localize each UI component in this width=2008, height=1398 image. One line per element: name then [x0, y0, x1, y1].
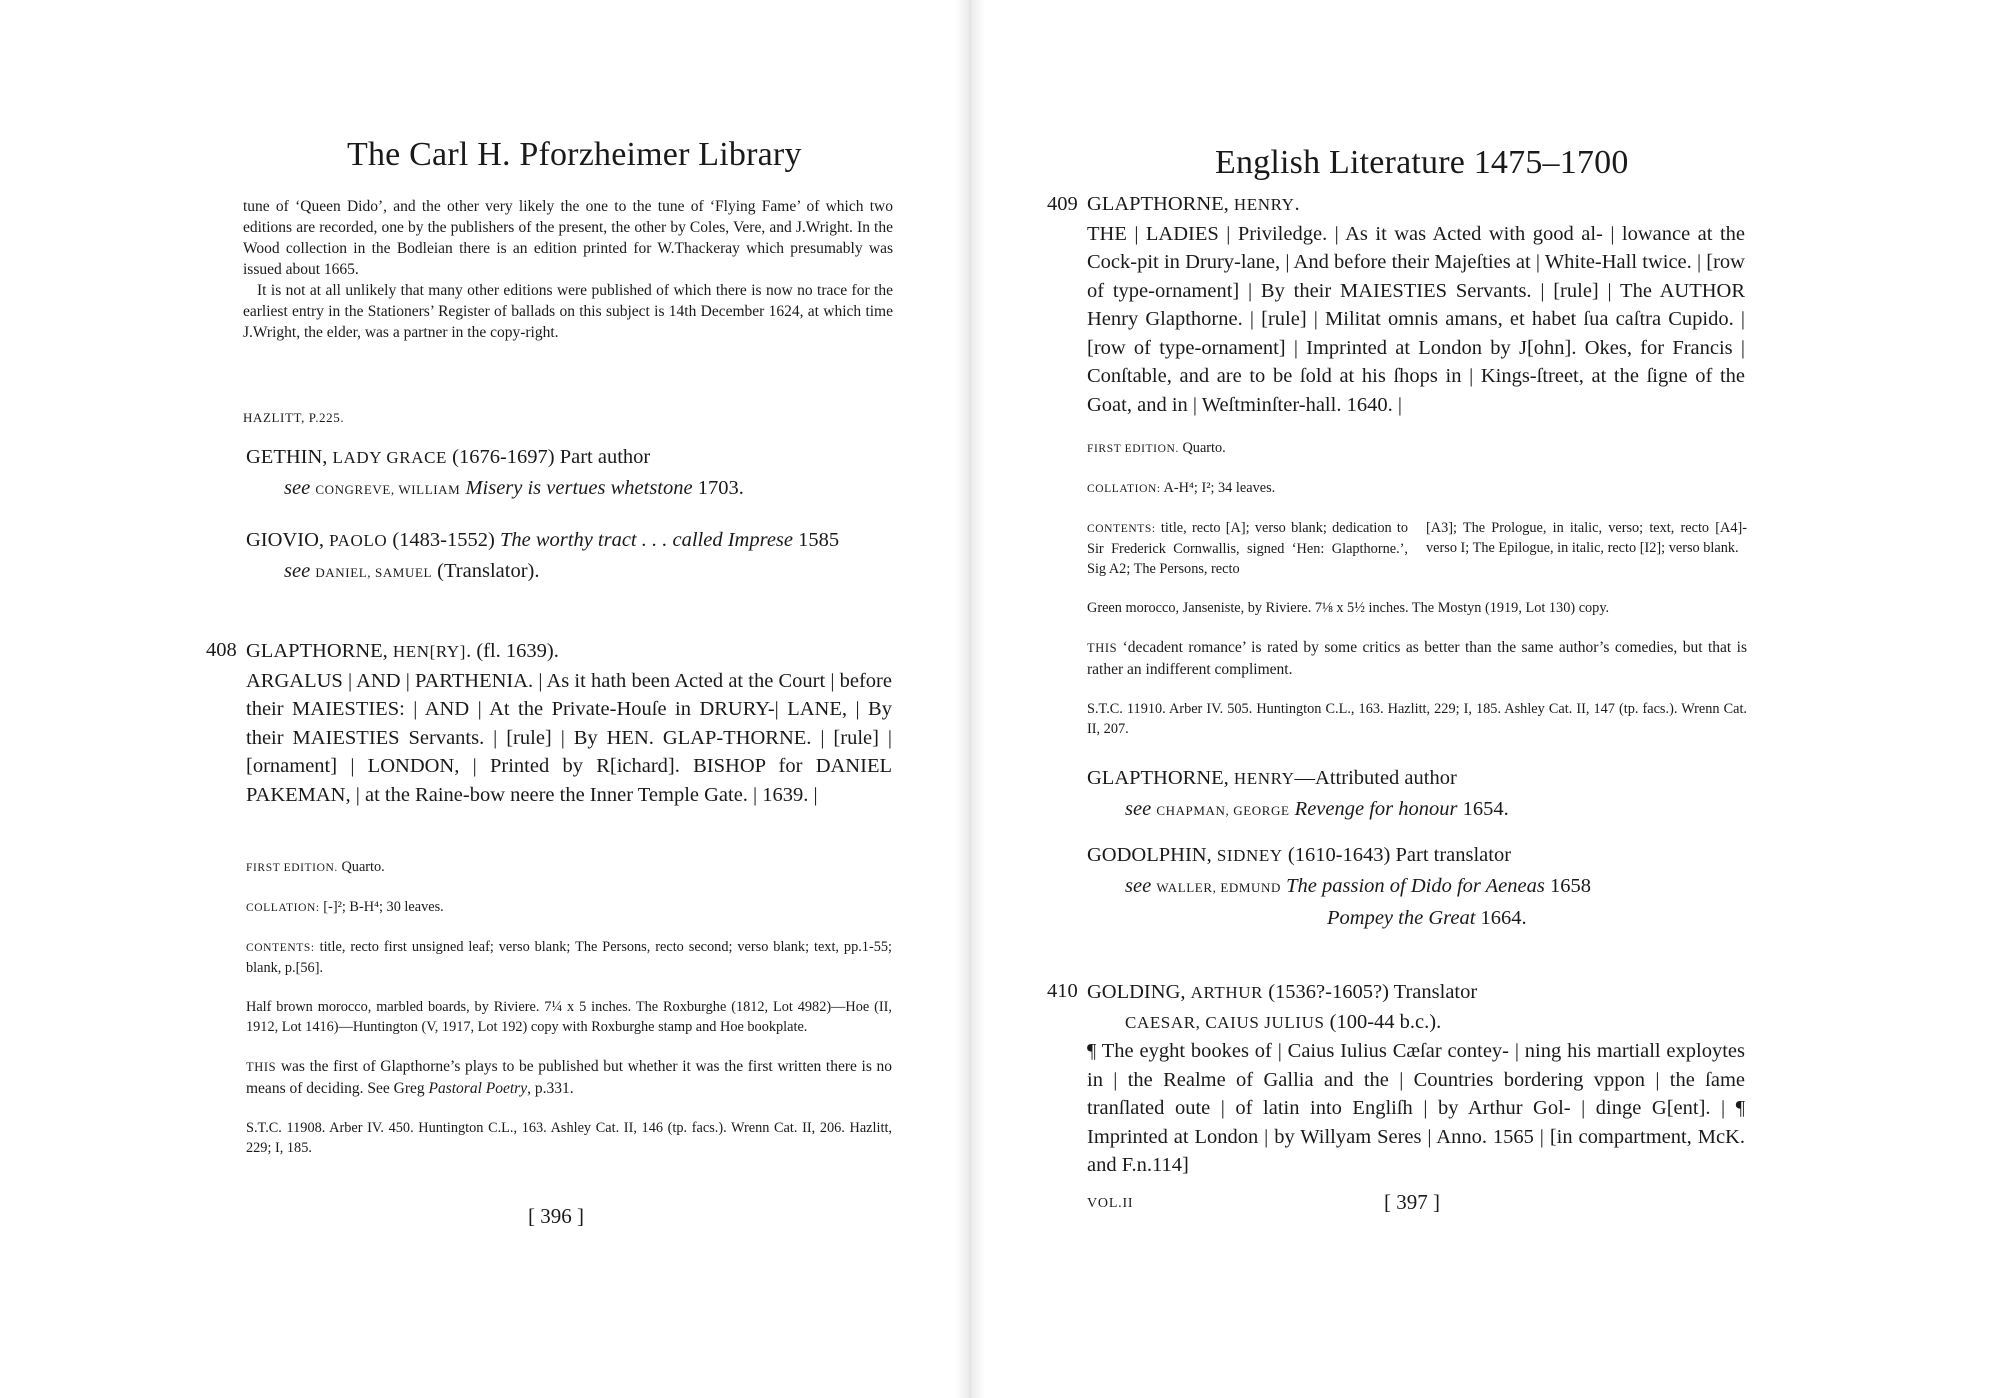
glapthorne-attributed-entry	[1087, 763, 1847, 826]
entry-409-references: S.T.C. 11910. Arber IV. 505. Huntington C.L., 163. Hazlitt, 229; I, 185. Ashley Cat. II, 147 (tp. facs.). Wrenn Cat. II, 207.	[1087, 701, 1747, 737]
entry-408-edition: FIRST EDITION. Quarto.	[246, 859, 385, 875]
intro-text	[243, 196, 893, 343]
entry-409-binding: Green morocco, Janseniste, by Riviere. 7⅛ x 5½ inches. The Mostyn (1919, Lot 130) copy.	[1087, 600, 1610, 616]
entry-409-note: THIS ‘decadent romance’ is rated by some critics as better than the same author’s comedies, but that is rather an indifferent compliment.	[1087, 639, 1747, 678]
entry-409-contents-col2: [A3]; The Prologue, in italic, verso; text, recto [A4]-verso I; The Epilogue, in italic, recto [I2]; verso blank.	[1426, 520, 1747, 556]
right-running-head: English Literature 1475–1700	[1215, 144, 1629, 181]
entry-410	[1087, 978, 1745, 1180]
glapthorne-cross-reference: see CHAPMAN, GEORGE Revenge for honour 1654.	[1125, 798, 1509, 820]
entry-409-edition: FIRST EDITION. Quarto.	[1087, 440, 1226, 456]
entry-408-references: S.T.C. 11908. Arber IV. 450. Huntington C.L., 163. Ashley Cat. II, 146 (tp. facs.). Wrenn Cat. II, 206. Hazlitt, 229; I, 185.	[246, 1120, 892, 1156]
entry-408-heading: GLAPTHORNE, HEN[RY]. (fl. 1639).	[246, 640, 559, 662]
entry-409-collation: COLLATION: A-H⁴; I²; 34 leaves.	[1087, 480, 1276, 496]
entry-409-details	[1087, 438, 1747, 739]
entry-408-note: THIS was the first of Glapthorne’s plays to be published but whether it was the first written there is no means of deciding. See Greg Pastoral Poetry, p.331.	[246, 1058, 892, 1097]
right-page	[985, 0, 2008, 1398]
entry-number-408: 408	[206, 639, 237, 661]
gethin-heading: GETHIN, LADY GRACE (1676-1697) Part author	[246, 446, 651, 468]
godolphin-cross-reference: see WALLER, EDMUND The passion of Dido for Aeneas 1658	[1125, 875, 1591, 897]
entry-number-410: 410	[1047, 980, 1078, 1002]
entry-409-contents	[1087, 518, 1747, 579]
gethin-entry	[246, 442, 936, 505]
entry-408	[246, 637, 892, 809]
entry-410-author: CAESAR, CAIUS JULIUS (100-44 b.c.).	[1125, 1010, 1442, 1033]
entry-410-title-transcript: ¶ The eyght bookes of | Caius Iulius Cæſar contey- | ning his martiall exploytes in | the Realme of Gallia and the | Countries bordering vppon | the ſame tranſlated oute | of latin into Engliſh | by Arthur Gol- | dinge G[ent]. | ¶ Imprinted at London | by Willyam Seres | Anno. 1565 | [in compartment, McK. and F.n.114]	[1087, 1040, 1745, 1176]
entry-409-heading: GLAPTHORNE, HENRY.	[1087, 193, 1300, 215]
left-folio: [ 396 ]	[528, 1204, 584, 1228]
intro-paragraph-2: It is not at all unlikely that many other editions were published of which there is now no trace for the earliest entry in the Stationers’ Register of ballads on this subject is 14th December 1624, at which time J.Wright, the elder, was a partner in the copy-right.	[243, 282, 893, 341]
entry-408-collation: COLLATION: [-]²; B-H⁴; 30 leaves.	[246, 899, 444, 915]
entry-410-heading: GOLDING, ARTHUR (1536?-1605?) Translator	[1087, 981, 1478, 1003]
left-running-head: The Carl H. Pforzheimer Library	[347, 136, 802, 173]
volume-signature: VOL.II	[1087, 1196, 1134, 1211]
godolphin-heading: GODOLPHIN, SIDNEY (1610-1643) Part translator	[1087, 844, 1512, 866]
entry-408-contents: CONTENTS: title, recto first unsigned leaf; verso blank; The Persons, recto second; verso blank; text, pp.1-55; blank, p.[56].	[246, 939, 892, 976]
godolphin-cross-reference-2: Pompey the Great 1664.	[1327, 907, 1527, 929]
entry-408-title-transcript: ARGALUS | AND | PARTHENIA. | As it hath been Acted at the Court | before their MAIESTIES: | AND | At the Private-Houſe in DRURY-| LANE, | By their MAIESTIES Servants. | [rule] | By HEN. GLAP-THORNE. | [rule] | [ornament] | LONDON, | Printed by R[ichard]. BISHOP for DANIEL PAKEMAN, | at the Raine-bow neere the Inner Temple Gate. | 1639. |	[246, 669, 892, 806]
giovio-entry	[246, 525, 936, 588]
entry-408-binding: Half brown morocco, marbled boards, by Riviere. 7¼ x 5 inches. The Roxburghe (1812, Lot 4982)—Hoe (II, 1912, Lot 1416)—Huntington (V, 1917, Lot 192) copy with Roxburghe stamp and Hoe bookplate.	[246, 999, 892, 1035]
giovio-heading: GIOVIO, PAOLO (1483-1552) The worthy tract . . . called Imprese 1585	[246, 529, 840, 551]
entry-409	[1087, 190, 1745, 419]
entry-408-details	[246, 857, 892, 1158]
entry-409-title-transcript: THE | LADIES | Priviledge. | As it was Acted with good al- | lowance at the Cock-pit in Drury-lane, | And before their Majeſties at | White-Hall twice. | [row of type-ornament] | By their MAIESTIES Servants. | [rule] | The AUTHOR Henry Glapthorne. | [rule] | Militat omnis amans, et habet ſua caſtra Cupido. | [row of type-ornament] | Imprinted at London by J[ohn]. Okes, for Francis | Conſtable, and are to be ſold at his ſhops in | Kings-ſtreet, at the ſigne of the Goat, and in | Weſtminſter-hall. 1640. |	[1087, 222, 1745, 416]
giovio-cross-reference: see DANIEL, SAMUEL (Translator).	[284, 560, 540, 582]
left-page	[0, 0, 960, 1398]
godolphin-entry	[1087, 840, 1847, 933]
hazlitt-reference: HAZLITT, P.225.	[243, 410, 345, 425]
gethin-cross-reference: see CONGREVE, WILLIAM Misery is vertues whetstone 1703.	[284, 477, 744, 499]
right-folio: [ 397 ]	[1384, 1190, 1440, 1214]
entry-409-contents-col1: CONTENTS: title, recto [A]; verso blank; dedication to Sir Frederick Cornwallis, signed ‘Hen: Glapthorne.’, Sig A2; The Persons, recto	[1087, 520, 1408, 577]
glapthorne-attributed-heading: GLAPTHORNE, HENRY—Attributed author	[1087, 767, 1457, 789]
intro-paragraph-1: tune of ‘Queen Dido’, and the other very likely the one to the tune of ‘Flying Fame’ of which two editions are recorded, one by the publishers of the present, the other by Coles, Vere, and J.Wright. In the Wood collection in the Bodleian there is an edition printed for W.Thackeray which presumably was issued about 1665.	[243, 198, 893, 278]
entry-number-409: 409	[1047, 193, 1078, 215]
